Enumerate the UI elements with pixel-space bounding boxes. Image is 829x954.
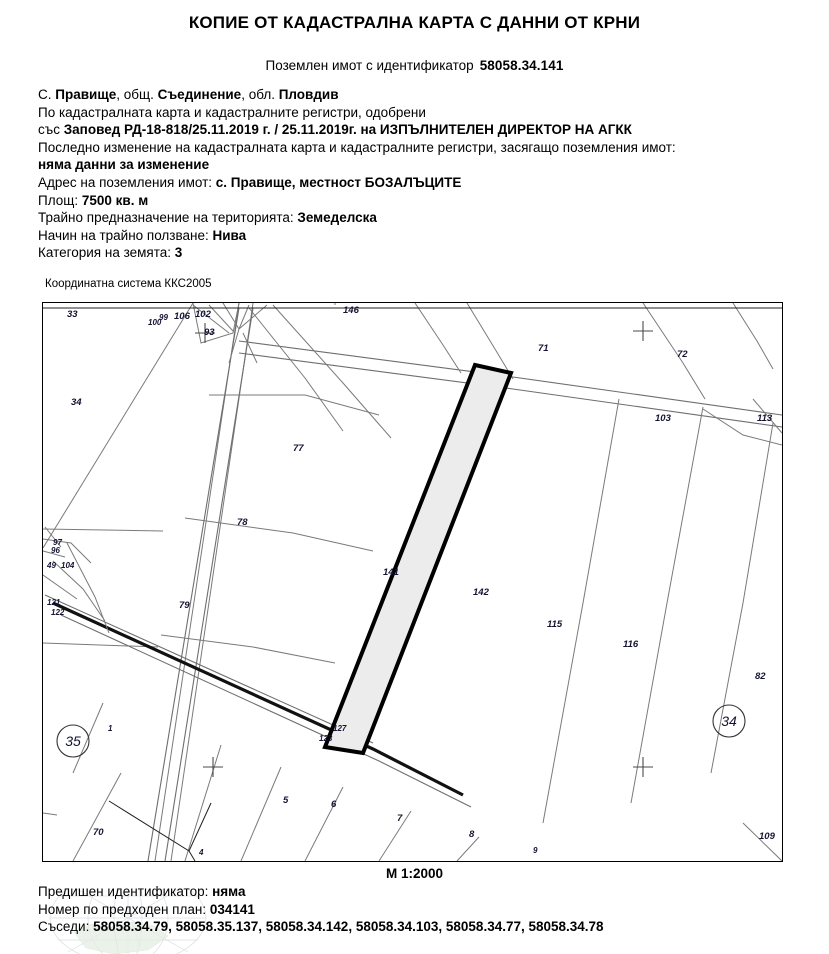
property-identifier-line	[0, 58, 829, 73]
svg-text:122: 122	[51, 608, 65, 617]
footer-prev-plan-row	[38, 901, 808, 919]
neighbors-label: Съседи:	[38, 919, 94, 935]
svg-text:115: 115	[547, 619, 563, 630]
info-location-row	[38, 86, 798, 104]
svg-text:9: 9	[533, 846, 538, 855]
info-address-row	[38, 174, 798, 192]
municipality-label: , общ.	[116, 87, 158, 102]
svg-text:99: 99	[159, 313, 168, 322]
cross-marker	[633, 321, 653, 341]
svg-text:123: 123	[319, 734, 333, 743]
category-value: 3	[174, 245, 183, 261]
purpose-label: Трайно предназначение на територията:	[38, 210, 298, 226]
property-info-block	[38, 86, 798, 262]
address-label: Адрес на поземления имот:	[38, 174, 216, 190]
map-parcel-lines-upper-left	[43, 303, 253, 861]
identifier-label: Поземлен имот с идентификатор	[265, 58, 474, 73]
svg-text:116: 116	[623, 639, 639, 650]
svg-text:70: 70	[93, 827, 104, 838]
map-parcel-lines-strips	[249, 303, 773, 438]
map-parcel-lines-far-right	[703, 399, 782, 861]
footer-neighbors-row	[38, 918, 808, 936]
svg-text:142: 142	[473, 587, 489, 598]
info-last-change-value	[38, 156, 798, 174]
svg-text:49: 49	[47, 561, 56, 570]
region-label: , обл.	[241, 87, 279, 102]
svg-text:96: 96	[51, 546, 60, 555]
svg-text:127: 127	[333, 724, 347, 733]
order-value: Заповед РД-18-818/25.11.2019 г. / 25.11.2019г. на ИЗПЪЛНИТЕЛЕН ДИРЕКТОР НА АГКК	[63, 122, 632, 138]
svg-text:79: 79	[179, 600, 190, 611]
svg-text:34: 34	[71, 397, 82, 408]
map-road-east	[239, 341, 782, 427]
svg-text:100: 100	[148, 318, 162, 327]
svg-text:35: 35	[65, 733, 81, 749]
region-name: Пловдив	[278, 87, 339, 102]
prev-plan-value: 034141	[209, 901, 255, 917]
svg-text:82: 82	[755, 671, 766, 682]
svg-text:93: 93	[204, 327, 215, 338]
coordinate-system-label: Координатна система ККС2005	[45, 278, 212, 290]
svg-text:7: 7	[397, 813, 403, 824]
order-prefix: със	[38, 122, 64, 138]
svg-text:102: 102	[195, 309, 211, 320]
use-value: Нива	[212, 227, 247, 243]
svg-text:146: 146	[343, 305, 359, 316]
info-category-row	[38, 244, 798, 262]
svg-text:33: 33	[67, 309, 78, 320]
area-label: Площ:	[38, 192, 82, 208]
svg-text:109: 109	[759, 831, 775, 842]
purpose-value: Земеделска	[297, 210, 377, 226]
svg-text:103: 103	[655, 413, 671, 424]
use-label: Начин на трайно ползване:	[38, 227, 213, 243]
svg-text:104: 104	[61, 561, 75, 570]
cadastral-map[interactable]	[42, 302, 783, 862]
location-prefix: С.	[38, 87, 56, 102]
category-label: Категория на земята:	[38, 245, 175, 261]
svg-text:8: 8	[469, 829, 475, 840]
map-parcel-lines-right-of-142	[543, 399, 773, 823]
svg-text:6: 6	[331, 799, 337, 810]
info-map-basis-row: По кадастралната карта и кадастралните регистри, одобрени	[38, 104, 426, 120]
address-value: с. Правище, местност БОЗАЛЪЦИТЕ	[215, 174, 462, 190]
village-name: Правище	[55, 87, 117, 102]
svg-text:113: 113	[757, 413, 773, 424]
svg-text:4: 4	[199, 848, 204, 857]
identifier-value: 58058.34.141	[479, 58, 564, 73]
highlighted-parcel-141	[325, 365, 511, 753]
cross-marker	[203, 757, 223, 777]
map-road-diagonal	[148, 308, 253, 861]
svg-text:34: 34	[721, 713, 737, 729]
prev-id-label: Предишен идентификатор:	[38, 884, 213, 899]
area-value: 7500 кв. м	[81, 192, 149, 208]
svg-text:97: 97	[53, 538, 62, 547]
footer-prev-id-row	[38, 883, 808, 901]
svg-text:5: 5	[283, 795, 289, 806]
last-change-value: няма данни за изменение	[38, 157, 210, 173]
block-circle-35	[57, 725, 89, 757]
map-scale-label: М 1:2000	[385, 866, 444, 881]
block-circle-34	[713, 705, 745, 737]
svg-text:121: 121	[47, 598, 61, 607]
info-use-row	[38, 227, 798, 245]
prev-id-value: няма	[212, 884, 246, 899]
municipality-name: Съединение	[157, 87, 242, 102]
info-last-change-label: Последно изменение на кадастралната карта и кадастралните регистри, засягащо поземления имот:	[38, 139, 676, 155]
info-order-row	[38, 121, 798, 139]
svg-text:78: 78	[237, 517, 248, 528]
info-purpose-row	[38, 209, 798, 227]
svg-text:71: 71	[538, 343, 549, 354]
svg-text:141: 141	[383, 567, 399, 578]
svg-text:1: 1	[108, 724, 113, 733]
property-footer-block	[38, 883, 808, 936]
svg-text:106: 106	[174, 311, 190, 322]
page-title: КОПИЕ ОТ КАДАСТРАЛНА КАРТА С ДАННИ ОТ КРНИ	[188, 13, 641, 32]
svg-text:72: 72	[677, 349, 688, 360]
neighbors-value: 58058.34.79, 58058.35.137, 58058.34.142, 58058.34.103, 58058.34.77, 58058.34.78	[93, 919, 604, 935]
svg-text:77: 77	[293, 443, 304, 454]
prev-plan-label: Номер по предходен план:	[38, 901, 210, 917]
info-area-row	[38, 192, 798, 210]
